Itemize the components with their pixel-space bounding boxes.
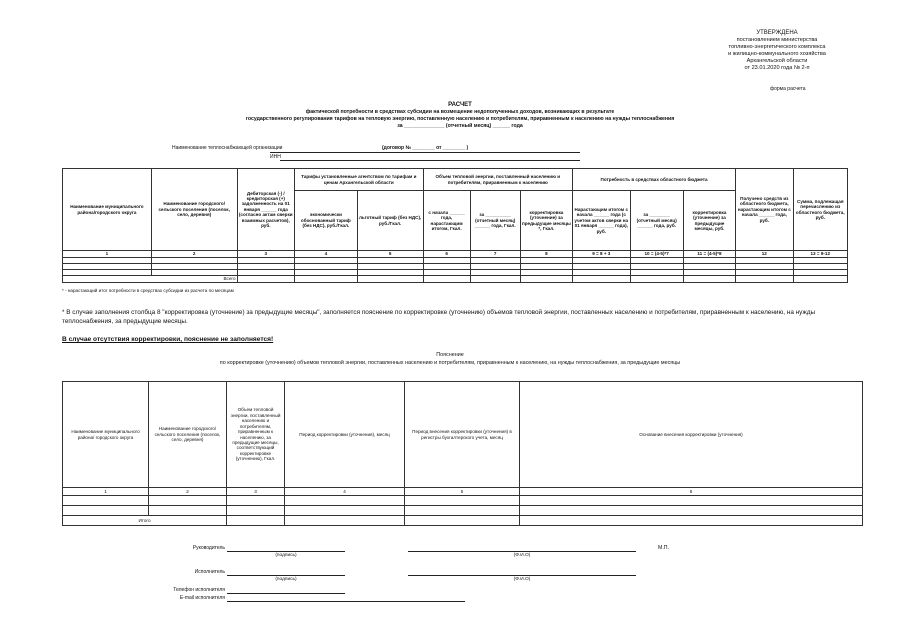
sub-volume-month: за __________ (отчетный месяц) ______ года, Гкал.	[470, 191, 520, 251]
approval-heading: УТВЕРЖДЕНА	[756, 30, 798, 36]
col-number: 1	[63, 251, 152, 258]
table-row	[63, 496, 863, 506]
header-basis: Основание внесения корректировки (уточнения)	[520, 382, 863, 488]
explanation-table	[62, 381, 863, 526]
approval-line: от 23.01.2020 года № 2-п	[744, 65, 810, 71]
header-volume: Объем тепловой энергии, поставленный населению и потребителям, приравненным к населению, за предыдущие месяцы, соответствующий корректировке (уточнению), Гкал.	[227, 382, 285, 488]
col-number: 4	[285, 488, 405, 496]
executor-sign-caption: (подпись)	[275, 577, 297, 582]
col-number: 7	[470, 251, 520, 258]
sub-volume-cumulative: с начала ______ года, нарастающим итогом, Гкал.	[423, 191, 470, 251]
calc-title-line1: фактической потребности в средствах субсидии на возмещение недополученных доходов, возникающих в результате	[305, 109, 615, 115]
col-number: 4	[295, 251, 358, 258]
col-number: 2	[151, 251, 237, 258]
col-number: 5	[405, 488, 520, 496]
approval-line: и жилищно-коммунального хозяйства	[728, 51, 826, 57]
sub-economic-tariff: экономически обоснованный тариф (без НДС), руб./Гкал.	[295, 191, 358, 251]
header-entry-period: Период внесения корректировки (уточнения) в регистры бухгалтерского учета, месяц	[405, 382, 520, 488]
header-district: Наименование муниципального района/городского округа	[63, 169, 152, 251]
calc-title-line3: за ______________ (отчетный месяц) ______ года	[397, 123, 523, 129]
col-number: 10 = (4-5)*7	[630, 251, 683, 258]
explanation-title-block	[60, 352, 840, 367]
col-number: 9 = 8 + 3	[573, 251, 630, 258]
col-number: 3	[227, 488, 285, 496]
head-name-caption: (Ф.И.О)	[513, 553, 531, 558]
sub-need-cumulative: Нарастающим итогом с начала ______ года (с учетом актов сверки на 01 января ______ года), руб.	[573, 191, 630, 251]
total-row	[63, 516, 863, 526]
col-number: 2	[149, 488, 227, 496]
email-label: E-mail исполнителя	[179, 595, 225, 601]
head-sign-caption: (подпись)	[275, 553, 297, 558]
header-correction-period: Период корректировки (уточнения), месяц	[285, 382, 405, 488]
org-inn-label: ИНН	[270, 154, 281, 160]
total-label: Всего	[63, 276, 238, 283]
approval-line: Архангельской области	[746, 58, 808, 64]
sub-preferential-tariff: льготный тариф (без НДС), руб./Гкал.	[357, 191, 423, 251]
sub-need-month: за ________ (отчетный месяц) ______ года, руб.	[630, 191, 683, 251]
calc-title-line2: государственного регулирования тарифов на тепловую энергию, поставленную населению и потребителям, приравненным к населению на нужды теплоснабжения	[245, 116, 675, 122]
header-need: Потребность в средствах областного бюджета	[573, 169, 736, 191]
col-number: 8	[520, 251, 572, 258]
approval-line: топливно-энергетического комплекса	[728, 44, 826, 50]
calc-title: РАСЧЕТ	[448, 102, 472, 108]
sub-volume-correction: корректировка (уточнение) за предыдущие месяцы *, Гкал.	[520, 191, 572, 251]
header-settlement: Наименование городского/сельского поселения (поселок, село, деревня)	[149, 382, 227, 488]
correction-paragraph: * В случае заполнения столбца 8 "корректировка (уточнение) за предыдущие месяцы", заполняется пояснение по корректировке (уточнению) объемов тепловой энергии, поставленных населению и потребителям, приравненным к населению, на нужды теплоснабжения, за предыдущие месяцы.	[62, 309, 816, 325]
col-number: 6	[520, 488, 863, 496]
header-volume: Объем тепловой энергии, поставленный населению и потребителям, приравненным к населению	[423, 169, 572, 191]
calculation-table	[62, 168, 848, 283]
total-row	[63, 276, 848, 283]
header-received: Получено средств из областного бюджета, нарастающим итогом с начала ______ года, руб.	[736, 169, 793, 251]
total-label: Итого	[63, 516, 227, 526]
header-district: Наименование муниципального района/ городского округа	[63, 382, 149, 488]
calc-title-block	[200, 102, 720, 130]
header-payable: Сумма, подлежащая перечислению из областного бюджета, руб.	[793, 169, 847, 251]
executor-name-caption: (Ф.И.О)	[513, 577, 531, 582]
org-contract: (договор № ________ от ________ )	[382, 145, 469, 151]
approval-line: постановлением министерства	[736, 37, 818, 43]
org-name-label: Наименование теплоснабжающей организации	[172, 145, 283, 151]
col-number: 11 = (4-5)*8	[683, 251, 735, 258]
header-settlement: Наименование городского/сельского поселения (поселок, село, деревня)	[151, 169, 237, 251]
col-number: 1	[63, 488, 149, 496]
col-number: 5	[357, 251, 423, 258]
no-correction-note: В случае отсутствия корректировки, пояснение не заполняется!	[62, 336, 274, 343]
col-number: 12	[736, 251, 793, 258]
footnote: * - нарастающий итог потребности в средствах субсидии из расчета по месяцам	[62, 288, 234, 293]
executor-label: Исполнитель	[194, 569, 225, 575]
col-number: 3	[237, 251, 294, 258]
sub-need-correction: корректировка (уточнение) за предыдущие месяцы, руб.	[683, 191, 735, 251]
table-row	[63, 506, 863, 516]
header-debt: Дебиторская (-) / кредиторская (+) задолженность на 01 января ______ года (согласно актам сверки взаимных расчетов), руб.	[237, 169, 294, 251]
col-number: 6	[423, 251, 470, 258]
col-number: 13 = 9-12	[793, 251, 847, 258]
phone-label: Телефон исполнителя	[173, 587, 225, 593]
header-tariffs: Тарифы установленные агентством по тарифам и ценам Архангельской области	[295, 169, 424, 191]
stamp-place: М.П.	[658, 545, 669, 551]
approval-block	[697, 30, 857, 72]
form-label: форма расчета	[770, 86, 806, 92]
explanation-title: Пояснение	[436, 352, 464, 358]
explanation-subtitle: по корректировке (уточнению) объемов тепловой энергии, поставленных населению и потребителям, приравненным к населению, на нужды теплоснабжения, за предыдущие месяцы	[219, 359, 681, 366]
head-label: Руководитель	[192, 545, 225, 551]
